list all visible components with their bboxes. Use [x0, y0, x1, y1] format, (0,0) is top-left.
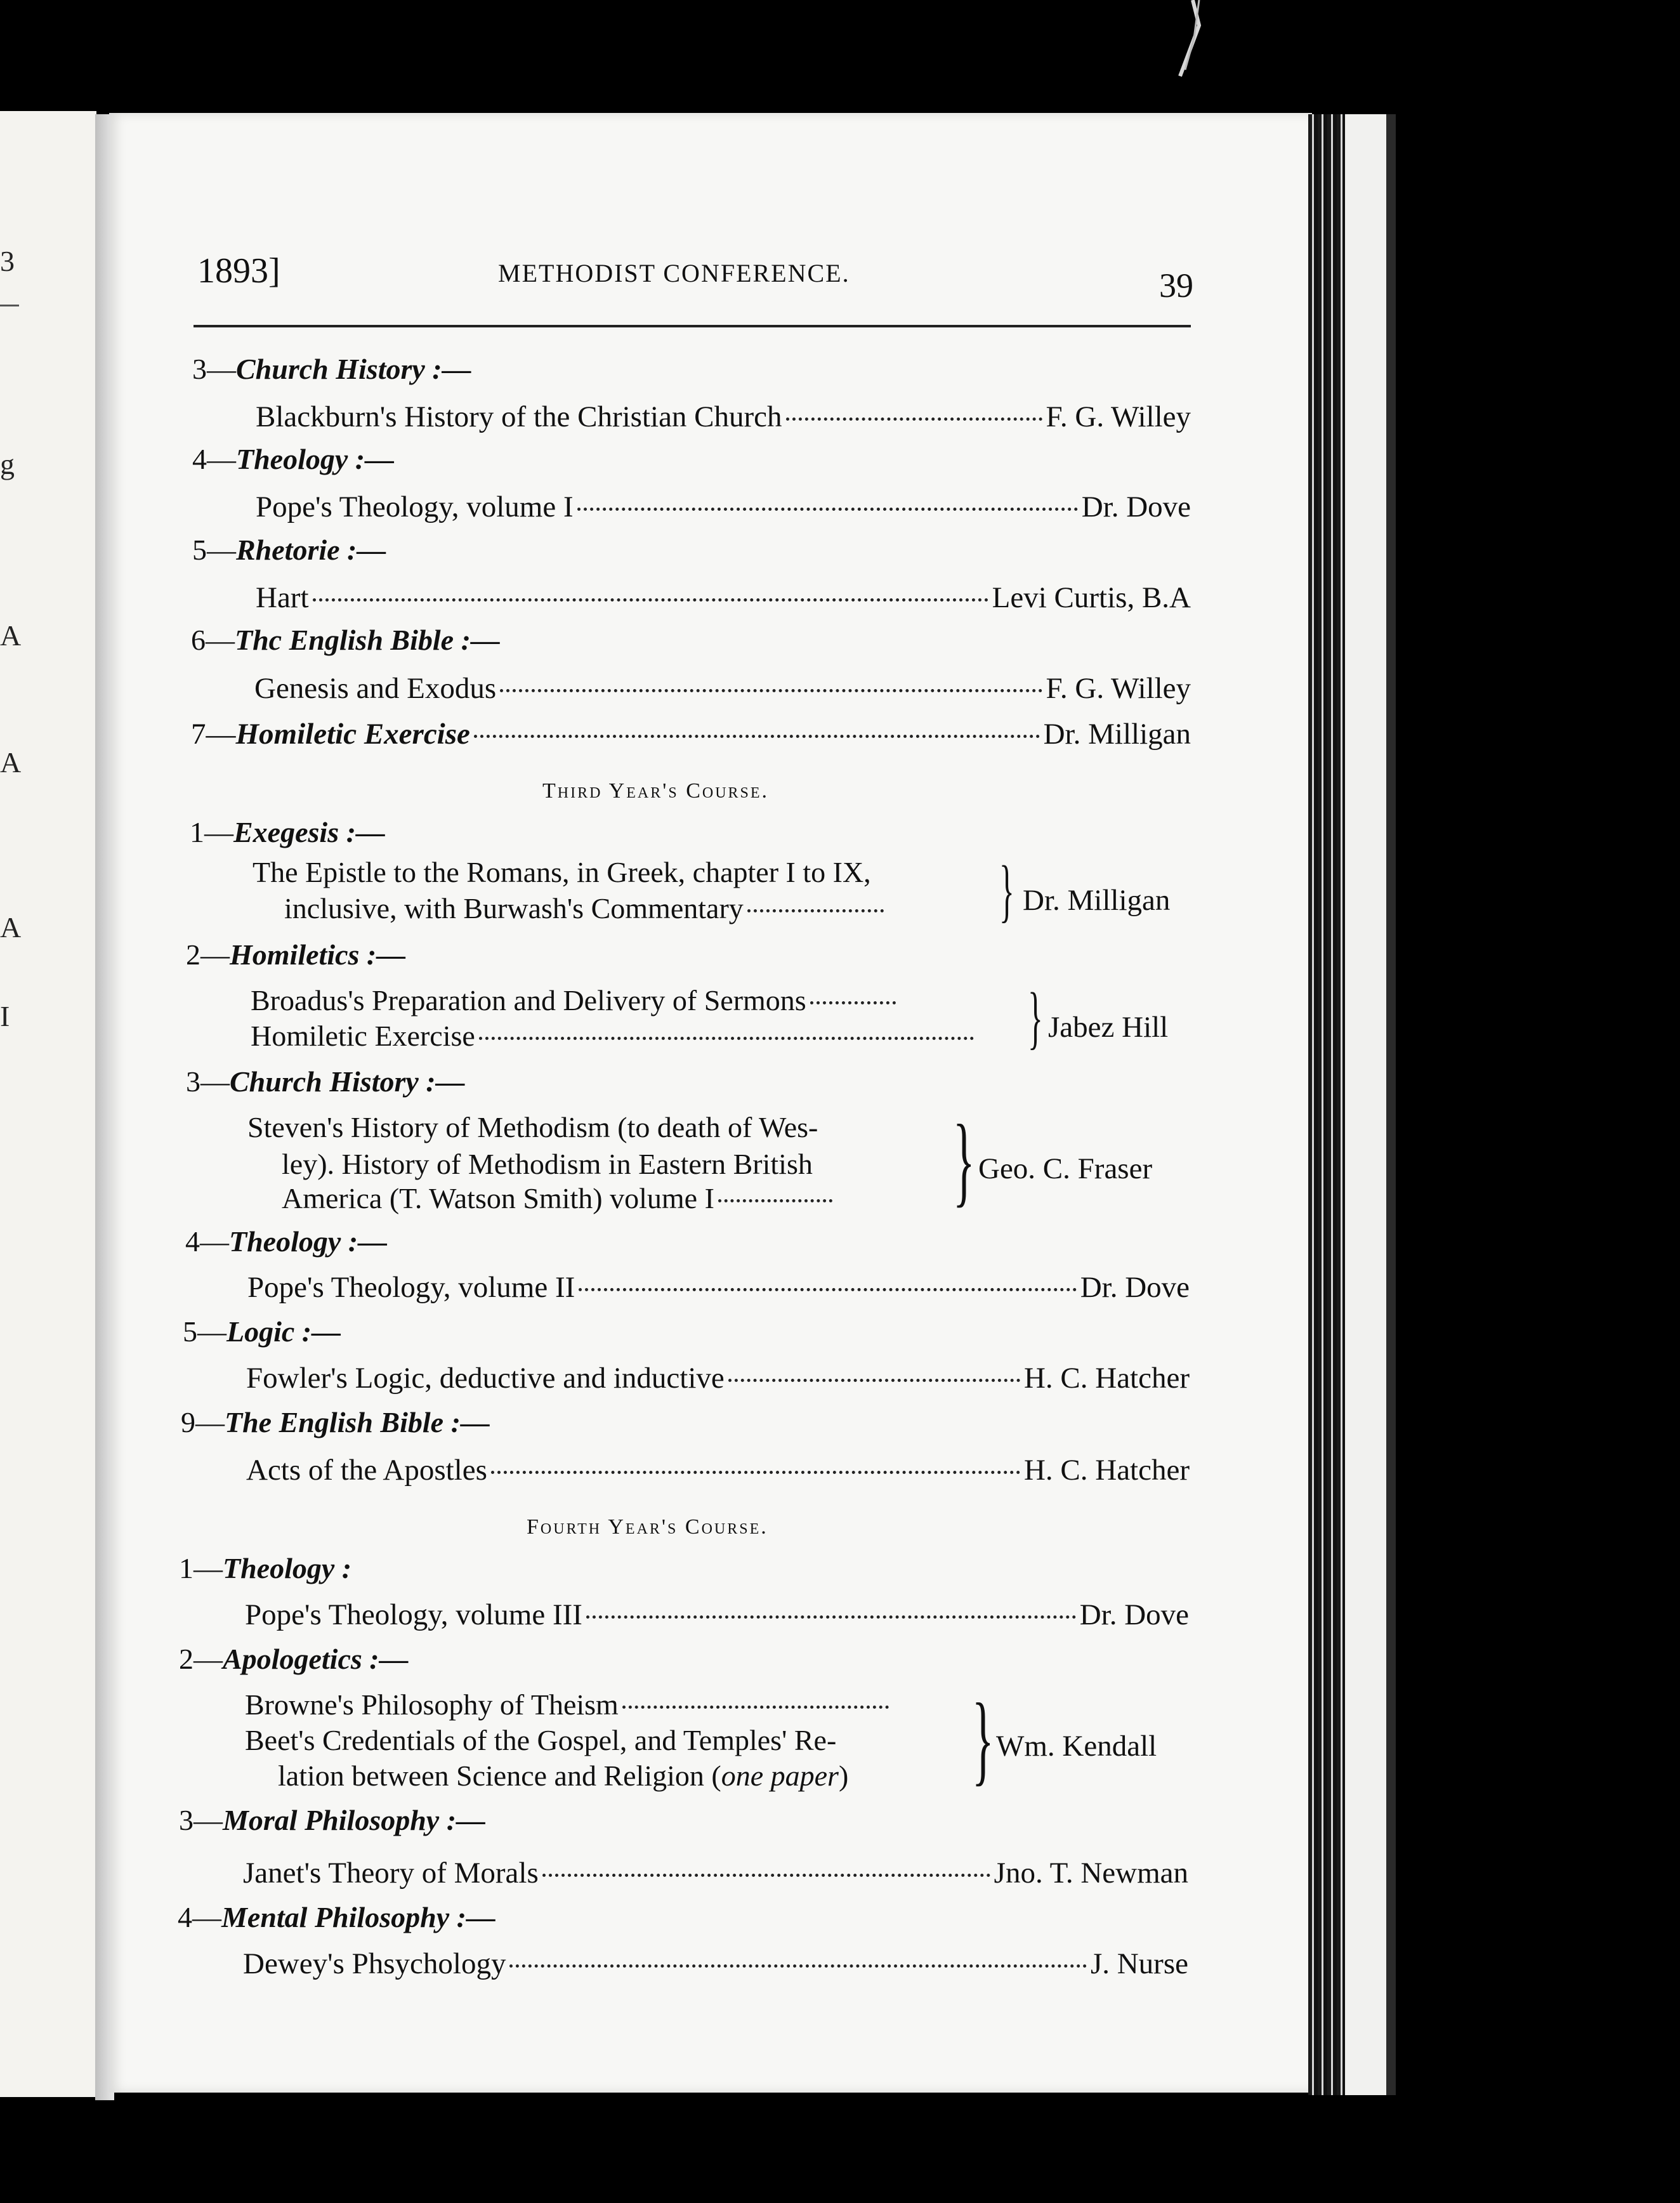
item-number: 5—: [192, 534, 236, 566]
examiner: Jno. T. Newman: [994, 1857, 1188, 1890]
entry-line: [282, 1147, 813, 1181]
header-rule: [194, 325, 1191, 327]
subject-name: Theology :—: [229, 1225, 388, 1258]
leader-dots: [579, 1288, 1076, 1291]
examiner: Dr. Dove: [1080, 1271, 1190, 1304]
facing-page-fragment: A: [0, 619, 22, 652]
section-title: Third Year's Course.: [542, 779, 770, 803]
item-number: 4—: [185, 1225, 229, 1258]
facing-page-fragment: g: [0, 448, 15, 480]
entry-line: [251, 983, 896, 1017]
examiner: F. G. Willey: [1046, 400, 1191, 433]
entry-line: [247, 1110, 818, 1144]
subject-name: Apologetics :—: [223, 1643, 409, 1675]
subject-heading: [191, 623, 500, 657]
page-number: 39: [1159, 266, 1193, 305]
item-number: 4—: [178, 1901, 221, 1933]
leader-dots: [786, 418, 1042, 421]
entry-text: Hart: [256, 581, 309, 614]
entry-line: [245, 1723, 836, 1757]
brace: }: [1028, 978, 1043, 1056]
entry-text: ley). History of Methodism in Eastern British: [282, 1148, 813, 1180]
facing-page-fragment: A: [0, 746, 22, 779]
subject-name: Church History :—: [236, 353, 471, 385]
item-number: 3—: [186, 1065, 230, 1098]
subject-name: Logic :—: [226, 1315, 341, 1348]
item-number: 1—: [179, 1552, 223, 1584]
facing-page-fragment: 3: [0, 245, 15, 277]
examiner: H. C. Hatcher: [1023, 1454, 1190, 1487]
item-number: 9—: [181, 1406, 225, 1438]
examiner: Levi Curtis, B.A: [992, 581, 1191, 614]
item-number: 4—: [192, 443, 236, 475]
examiner: Wm. Kendall: [996, 1730, 1157, 1763]
page-edge: [1308, 114, 1346, 2095]
leader-dots: [479, 1037, 974, 1040]
entry-text: Janet's Theory of Morals: [243, 1857, 539, 1890]
entry-text: Browne's Philosophy of Theism: [245, 1688, 619, 1721]
entry-text: ): [838, 1759, 849, 1792]
subject-name: Exegesis :—: [233, 816, 385, 848]
page-shadow: [1386, 114, 1396, 2095]
facing-page-rule: [0, 305, 19, 306]
subject-name: The English Bible :—: [225, 1406, 490, 1438]
subject-heading: [186, 938, 405, 971]
course-entry: [254, 671, 1191, 711]
subject-heading: [181, 1405, 490, 1439]
leader-dots: [313, 598, 988, 602]
entry-text-italic: one paper: [721, 1759, 839, 1792]
entry-line: [245, 1688, 889, 1721]
item-number: 5—: [183, 1315, 226, 1348]
subject-heading: [192, 352, 471, 386]
leader-dots: [728, 1379, 1020, 1382]
subject-heading: [192, 442, 394, 476]
entry-text: Steven's History of Methodism (to death of Wes-: [247, 1111, 818, 1143]
course-entry: [256, 400, 1191, 439]
entry-text: Homiletic Exercise: [251, 1020, 475, 1052]
entry-text: Dewey's Phsychology: [243, 1947, 506, 1980]
entry-text: Genesis and Exodus: [254, 672, 497, 705]
leader-dots: [491, 1471, 1020, 1474]
examiner: Dr. Milligan: [1023, 884, 1171, 917]
running-head-title: METHODIST CONFERENCE.: [498, 259, 850, 287]
item-number: 6—: [191, 624, 235, 656]
leader-dots: [509, 1964, 1086, 1968]
leader-dots: [718, 1199, 832, 1202]
entry-line: [284, 891, 884, 925]
course-entry: [256, 581, 1191, 620]
entry-text: Beet's Credentials of the Gospel, and Temples' Re-: [245, 1724, 837, 1756]
leader-dots: [747, 909, 884, 912]
leader-dots: [622, 1706, 889, 1709]
brace: }: [999, 852, 1014, 929]
entry-text: lation between Science and Religion (: [278, 1759, 721, 1792]
facing-page-fragment: A: [0, 911, 22, 944]
leader-dots: [474, 735, 1040, 738]
leader-dots: [810, 1001, 896, 1004]
item-number: 3—: [192, 353, 236, 385]
subject-heading: [178, 1900, 495, 1934]
entry-text: America (T. Watson Smith) volume I: [282, 1182, 714, 1214]
item-number: 2—: [186, 938, 230, 971]
leader-dots: [500, 689, 1042, 692]
entry-text: Pope's Theology, volume III: [245, 1598, 582, 1631]
course-entry: [256, 490, 1191, 529]
examiner: Dr. Milligan: [1043, 718, 1191, 751]
entry-line: [251, 1019, 974, 1053]
course-entry: [243, 1947, 1188, 1986]
course-entry: [246, 1453, 1190, 1492]
subject-name: Theology :—: [236, 443, 395, 475]
entry-text: Pope's Theology, volume I: [256, 490, 574, 523]
examiner: Jabez Hill: [1048, 1011, 1169, 1044]
item-number: 3—: [179, 1804, 223, 1836]
section-title: Fourth Year's Course.: [527, 1515, 768, 1539]
thread-fragment: [1155, 0, 1212, 82]
brace: }: [972, 1682, 994, 1795]
subject-heading: [183, 1315, 341, 1348]
leader-dots: [542, 1874, 990, 1877]
entry-text: inclusive, with Burwash's Commentary: [284, 892, 744, 924]
subject-name: Moral Philosophy :—: [223, 1804, 486, 1836]
subject-name: Rhetorie :—: [236, 534, 386, 566]
subject-heading: [185, 1225, 387, 1258]
examiner: F. G. Willey: [1046, 672, 1191, 705]
subject-heading: [179, 1551, 351, 1585]
subject-heading: [192, 533, 386, 567]
examiner: Dr. Dove: [1079, 1598, 1189, 1631]
item-number: 7—: [191, 718, 236, 751]
entry-text: Acts of the Apostles: [246, 1454, 487, 1487]
running-head: [194, 251, 1196, 308]
entry-text: The Epistle to the Romans, in Greek, chapter I to IX,: [253, 856, 871, 888]
subject-name: Theology :: [223, 1552, 352, 1584]
entry-line: [282, 1181, 832, 1215]
leader-dots: [577, 508, 1078, 511]
facing-page-fragment: I: [0, 1000, 10, 1032]
subject-name: Mental Philosophy :—: [221, 1901, 495, 1933]
subject-heading: [186, 1065, 465, 1098]
entry-line: [253, 855, 871, 889]
facing-page: [0, 111, 96, 2097]
entry-line: [278, 1759, 848, 1792]
examiner: Dr. Dove: [1081, 490, 1191, 523]
examiner: Geo. C. Fraser: [978, 1152, 1153, 1185]
entry-text: Fowler's Logic, deductive and inductive: [246, 1362, 725, 1395]
running-head-year: 1893]: [197, 251, 280, 291]
entry-text: Blackburn's History of the Christian Church: [256, 400, 782, 433]
course-entry: [245, 1598, 1189, 1637]
item-number: 2—: [179, 1643, 223, 1675]
item-number: 1—: [190, 816, 233, 848]
subject-name: Homiletic Exercise: [235, 718, 470, 751]
subject-heading: [179, 1803, 485, 1837]
subject-name: Church History :—: [230, 1065, 465, 1098]
subject-heading: [179, 1642, 409, 1676]
leader-dots: [586, 1615, 1076, 1619]
brace: }: [953, 1103, 975, 1216]
course-entry: [246, 1361, 1190, 1400]
subject-name: Thc English Bible :—: [235, 624, 500, 656]
course-entry: [243, 1856, 1188, 1895]
examiner: H. C. Hatcher: [1023, 1362, 1190, 1395]
examiner: J. Nurse: [1090, 1947, 1188, 1980]
subject-name: Homiletics :—: [230, 938, 406, 971]
subject-heading: [190, 815, 385, 849]
entry-text: Broadus's Preparation and Delivery of Sermons: [251, 984, 806, 1016]
course-entry: [247, 1270, 1190, 1310]
course-entry: [191, 717, 1191, 756]
entry-text: Pope's Theology, volume II: [247, 1271, 575, 1304]
